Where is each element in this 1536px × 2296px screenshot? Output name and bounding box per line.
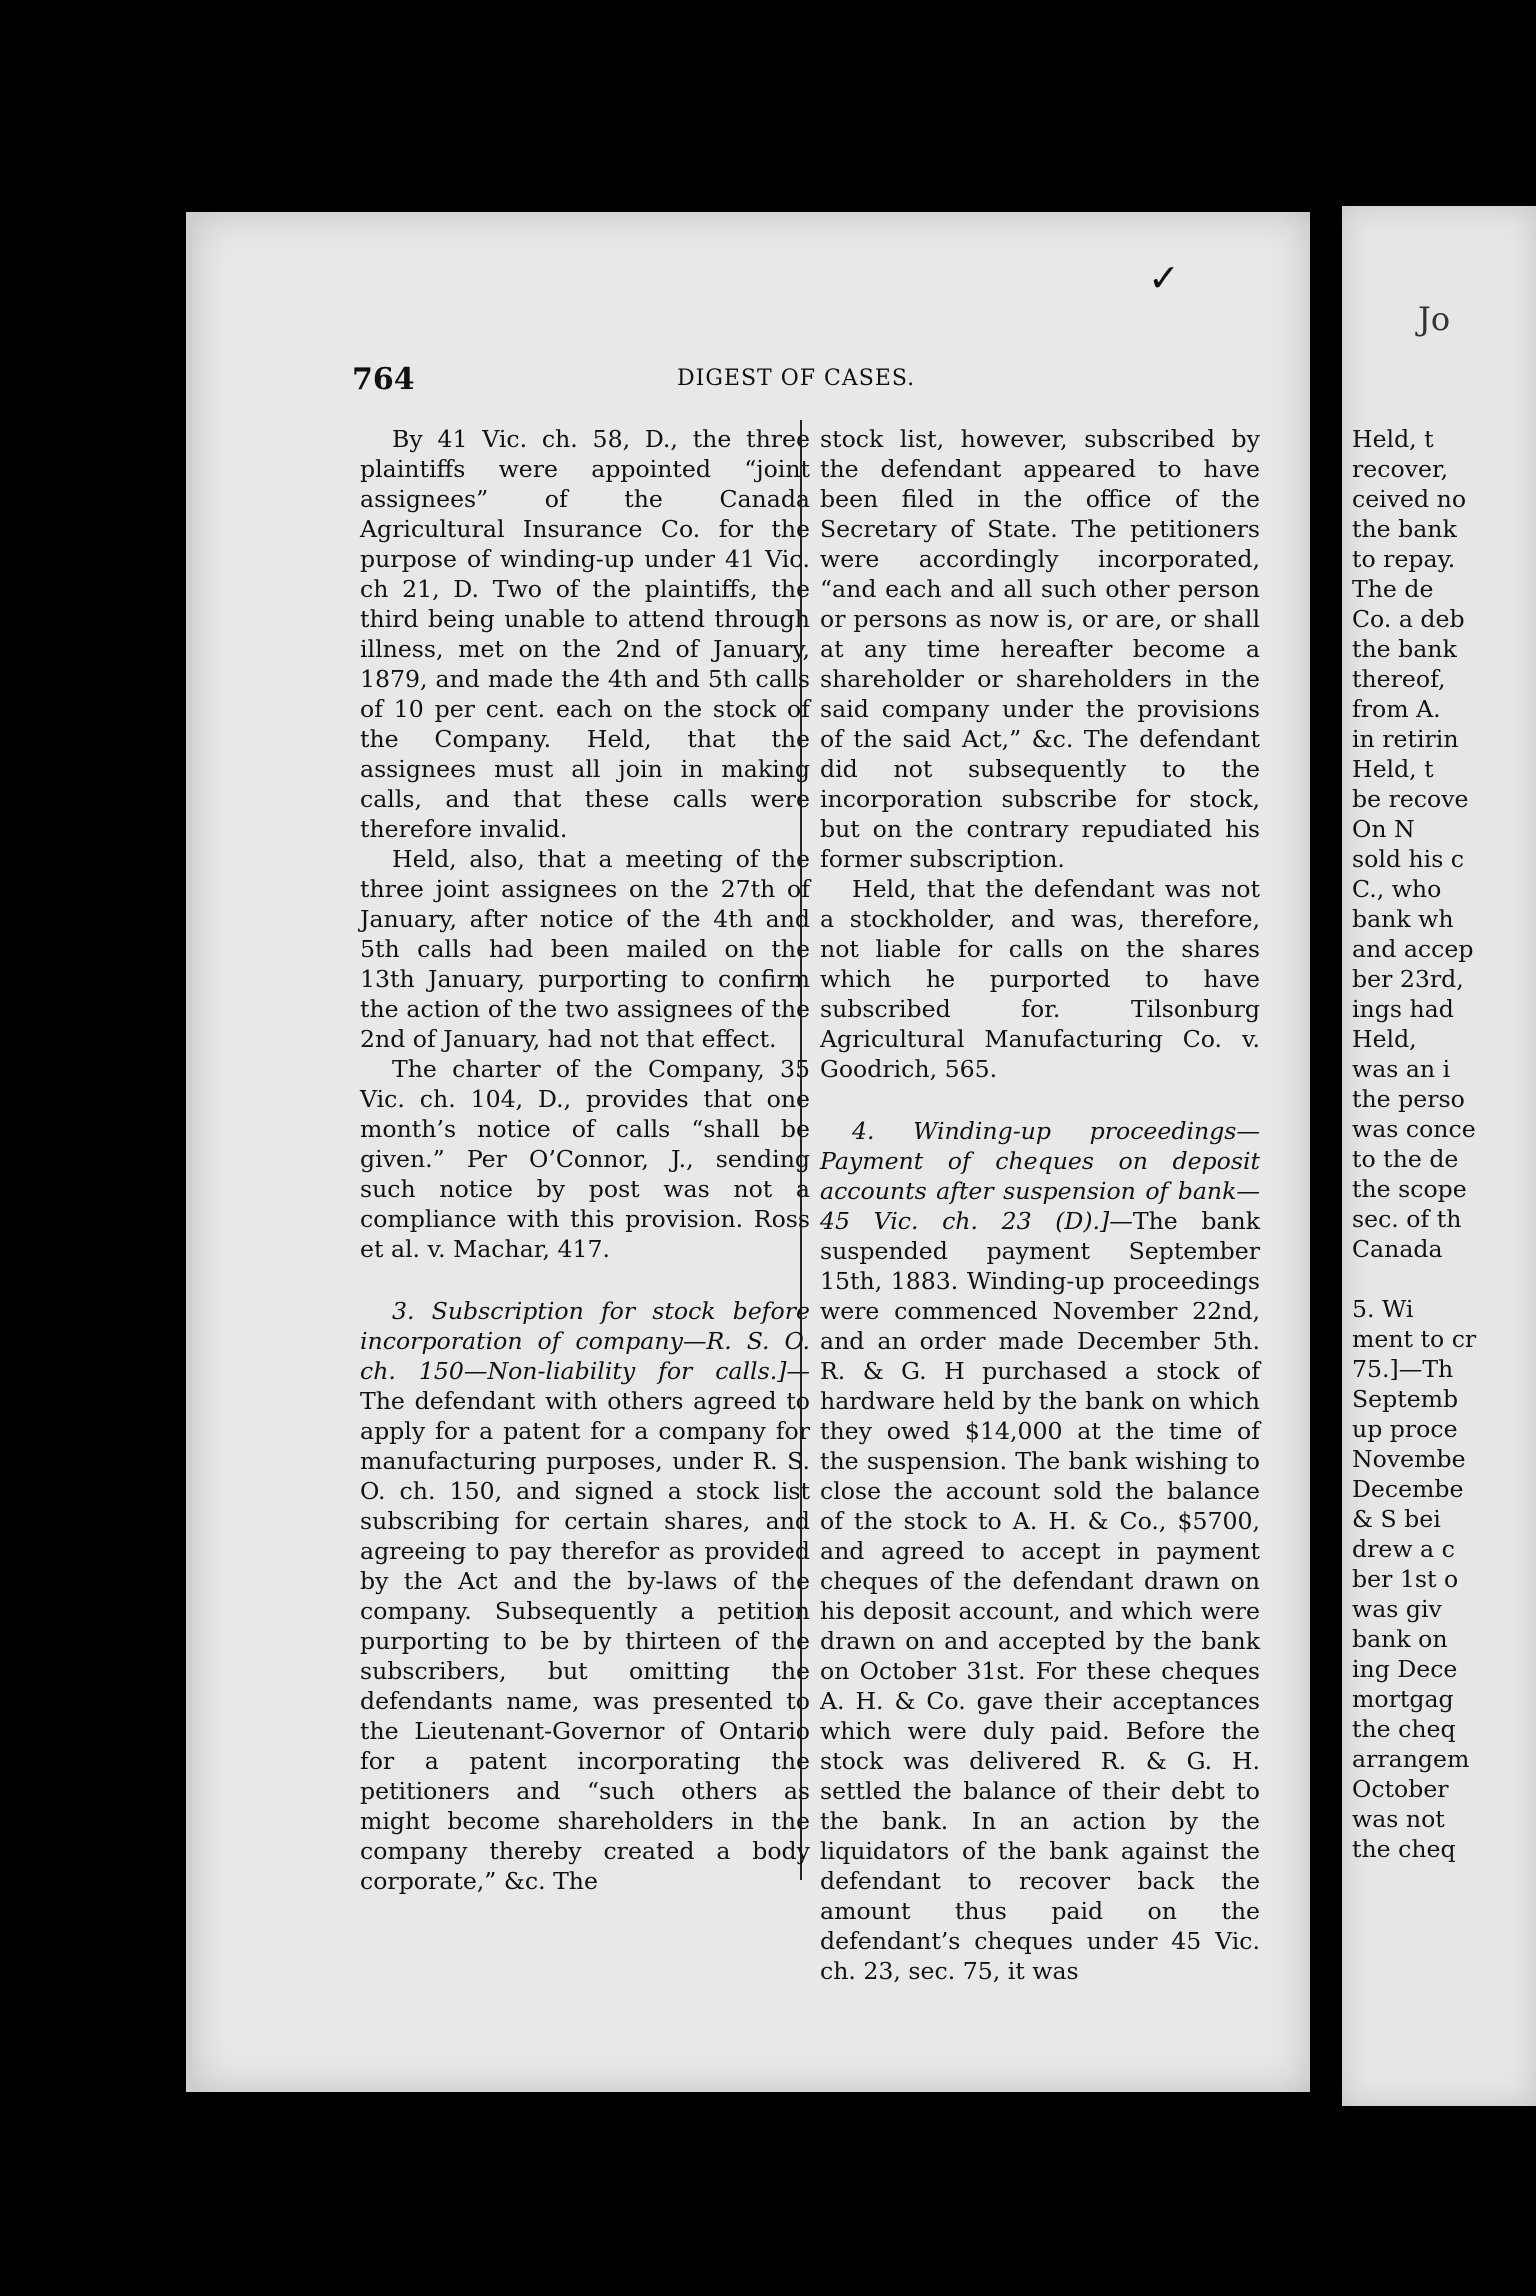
adjacent-line: was not (1352, 1805, 1445, 1833)
adjacent-line: the cheq (1352, 1835, 1456, 1863)
adjacent-line: Co. a deb (1352, 605, 1465, 633)
page-header (352, 362, 1252, 402)
paragraph (820, 1116, 1260, 1986)
adjacent-line: and accep (1352, 935, 1474, 963)
adjacent-line: thereof, (1352, 665, 1446, 693)
adjacent-line: from A. (1352, 695, 1441, 723)
adjacent-line: & S bei (1352, 1505, 1441, 1533)
adjacent-line: ment to cr (1352, 1325, 1477, 1353)
adjacent-line: sold his c (1352, 845, 1465, 873)
adjacent-line: to repay. (1352, 545, 1456, 573)
section-body: The defendant with others agreed to apply for a patent for a company for manufacturing purposes, under R. S. O. ch. 150, and signed a stock list subscribing for certain shares, and agreeing to pay therefor as provided by the Act and the by-laws of the company. Subsequently a petition purporting to be by thirteen of the subscribers, but omitting the defendants name, was presented to the Lieutenant-Governor of Ontario for a patent incorporating the petitioners and “such others as might become shareholders in the company thereby created a body corporate,” &c. The (360, 1387, 810, 1895)
adjacent-line: ceived no (1352, 485, 1467, 513)
left-column (360, 424, 810, 1896)
adjacent-line: was giv (1352, 1595, 1442, 1623)
paragraph: Held, also, that a meeting of the three joint assignees on the 27th of January, after notice of the 4th and 5th calls had been mailed on the 13th January, purporting to confirm the action of the two assignees of the 2nd of January, had not that effect. (360, 845, 810, 1053)
adjacent-line: Novembe (1352, 1445, 1466, 1473)
paragraph: By 41 Vic. ch. 58, D., the three plaintiffs were appointed “joint assignees” of the Canada Agricultural Insurance Co. for the purpose of winding-up under 41 Vic. ch 21, D. Two of the plaintiffs, the third being unable to attend through illness, met on the 2nd of January, 1879, and made the 4th and 5th calls of 10 per cent. each on the stock of the Company. Held, that the assignees must all join in making calls, and that these calls were therefore invalid. (360, 425, 810, 843)
adjacent-line: ber 1st o (1352, 1565, 1459, 1593)
adjacent-line: On N (1352, 815, 1415, 843)
paragraph (360, 1296, 810, 1896)
adjacent-page-text (1352, 424, 1536, 1864)
section-heading: 4. Winding-up proceedings—Payment of cheques on deposit accounts after suspension of bank—45 Vic. ch. 23 (D).] (820, 1117, 1260, 1235)
adjacent-line: Held, t (1352, 425, 1434, 453)
adjacent-line: C., who (1352, 875, 1442, 903)
paragraph: Held, that the defendant was not a stockholder, and was, therefore, not liable for calls on the shares which he purported to have subscribed for. Tilsonburg Agricultural Manufacturing Co. v. Goodrich, 565. (820, 875, 1260, 1083)
adjacent-line: be recove (1352, 785, 1469, 813)
paragraph: The charter of the Company, 35 Vic. ch. 104, D., provides that one month’s notice of calls “shall be given.” Per O’Connor, J., sending such notice by post was not a compliance with this provision. Ross et al. v. Machar, 417. (360, 1055, 810, 1263)
adjacent-line: ings had (1352, 995, 1454, 1023)
adjacent-line: The de (1352, 575, 1434, 603)
adjacent-line: up proce (1352, 1415, 1458, 1443)
adjacent-line: 5. Wi (1352, 1295, 1414, 1323)
section-body: —The bank suspended payment September 15th, 1883. Winding-up proceedings were commenced November 22nd, and an order made December 5th. R. & G. H purchased a stock of hardware held by the bank on which they owed $14,000 at the time of the suspension. The bank wishing to close the account sold the balance of the stock to A. H. & Co., $5700, and agreed to accept in payment cheques of the defendant drawn on his deposit account, and which were drawn on and accepted by the bank on October 31st. For these cheques A. H. & Co. gave their acceptances which were duly paid. Before the stock was delivered R. & G. H. settled the balance of their debt to the bank. In an action by the liquidators of the bank against the defendant to recover back the amount thus paid on the defendant’s cheques under 45 Vic. ch. 23, sec. 75, it was (820, 1207, 1260, 1985)
adjacent-line: recover, (1352, 455, 1449, 483)
adjacent-line (1352, 1264, 1536, 1294)
adjacent-line: Septemb (1352, 1385, 1459, 1413)
adjacent-line: in retirin (1352, 725, 1459, 753)
adjacent-line: mortgag (1352, 1685, 1454, 1713)
section-heading: 3. Subscription for stock before incorporation of company—R. S. O. ch. 150—Non-liability for calls.]— (360, 1297, 810, 1385)
adjacent-line: Canada (1352, 1235, 1443, 1263)
adjacent-line: arrangem (1352, 1745, 1470, 1773)
adjacent-line: Decembe (1352, 1475, 1464, 1503)
adjacent-line: ing Dece (1352, 1655, 1458, 1683)
adjacent-line: to the de (1352, 1145, 1459, 1173)
running-head: DIGEST OF CASES. (677, 366, 916, 391)
adjacent-line: was an i (1352, 1055, 1451, 1083)
adjacent-line: ber 23rd, (1352, 965, 1464, 993)
adjacent-line: the bank (1352, 515, 1457, 543)
adjacent-line: the perso (1352, 1085, 1465, 1113)
adjacent-line: the cheq (1352, 1715, 1456, 1743)
adjacent-line: October (1352, 1775, 1449, 1803)
paragraph: stock list, however, subscribed by the defendant appeared to have been filed in the office of the Secretary of State. The petitioners were accordingly incorporated, “and each and all such other person or persons as now is, or are, or shall at any time hereafter become a shareholder or shareholders in the said company under the provisions of the said Act,” &c. The defendant did not subsequently to the incorporation subscribe for stock, but on the contrary repudiated his former subscription. (820, 425, 1260, 873)
adjacent-line: Held, (1352, 1025, 1417, 1053)
adjacent-line: 75.]—Th (1352, 1355, 1454, 1383)
page-number: 764 (352, 362, 415, 397)
adjacent-line: bank on (1352, 1625, 1448, 1653)
adjacent-line: the scope (1352, 1175, 1467, 1203)
adjacent-line: Held, t (1352, 755, 1434, 783)
adjacent-line: the bank (1352, 635, 1457, 663)
adjacent-line: sec. of th (1352, 1205, 1462, 1233)
adjacent-line: drew a c (1352, 1535, 1455, 1563)
pencil-annotation: Jo (1418, 300, 1451, 338)
adjacent-line: bank wh (1352, 905, 1454, 933)
right-column (820, 424, 1260, 1986)
adjacent-line: was conce (1352, 1115, 1476, 1143)
check-mark: ✓ (1148, 256, 1180, 300)
